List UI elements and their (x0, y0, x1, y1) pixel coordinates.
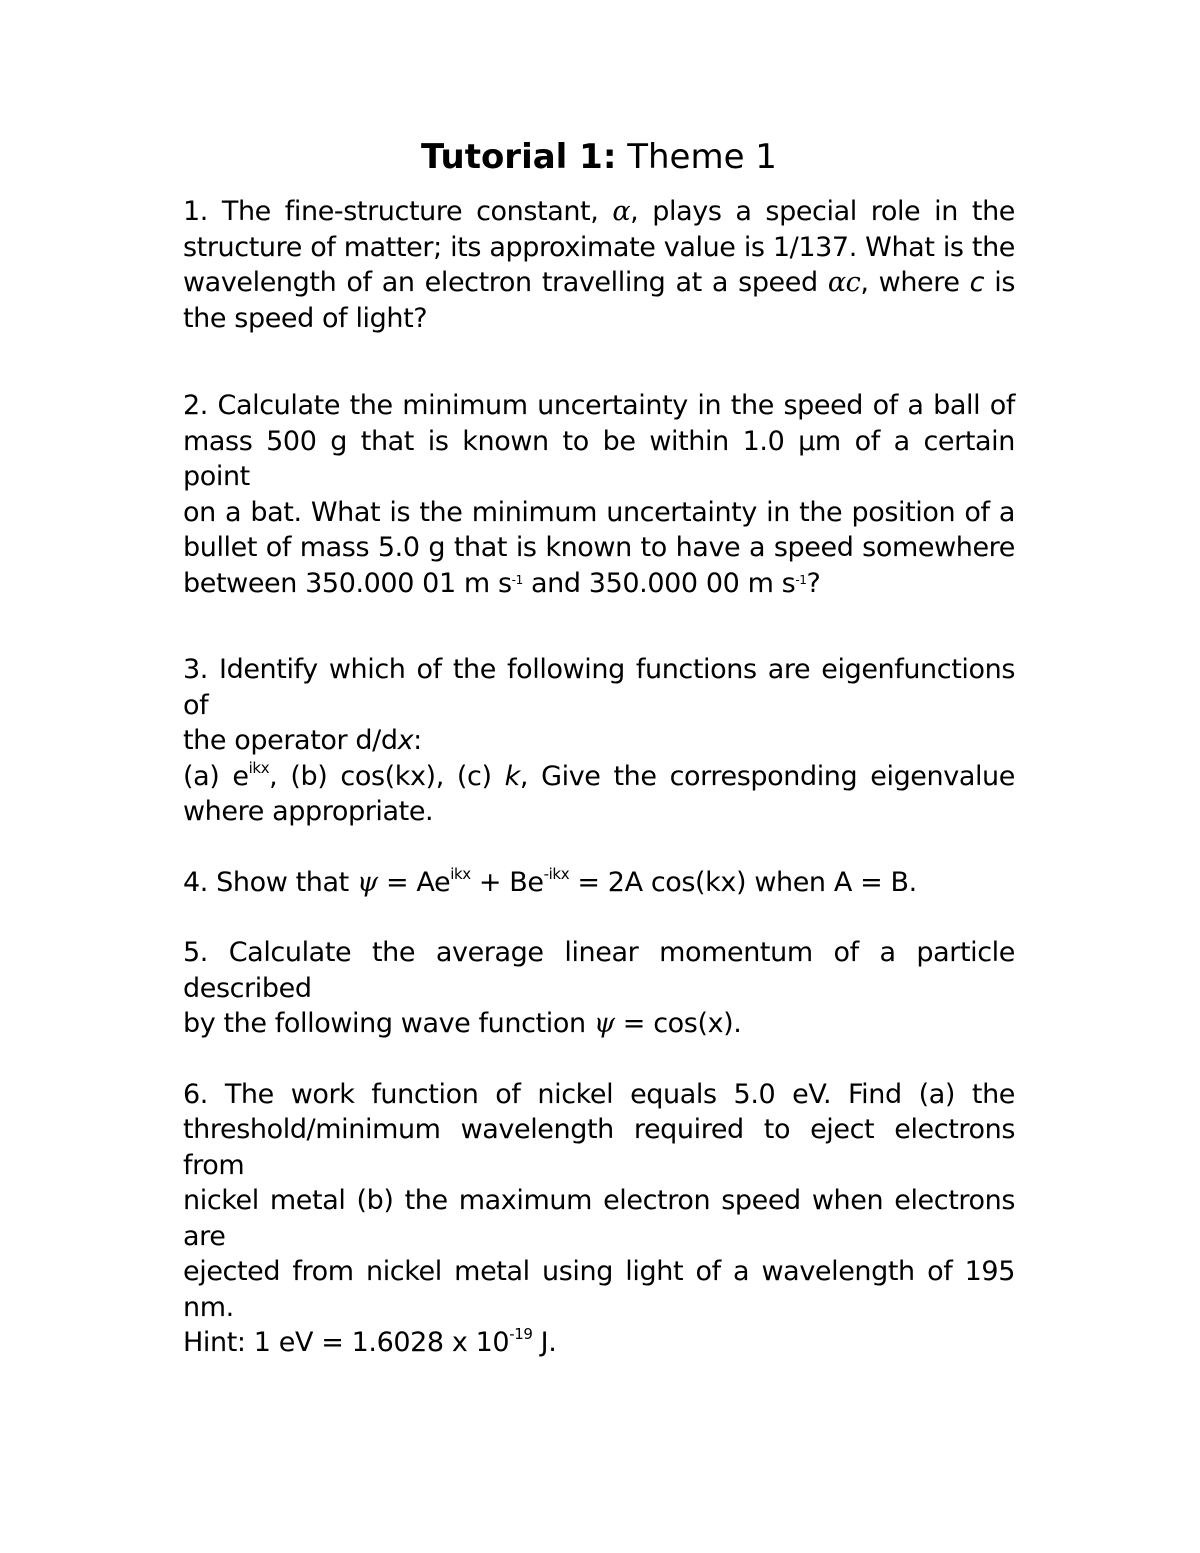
q1-text: , where (860, 267, 970, 298)
alpha-symbol: α (612, 196, 631, 227)
q3-line-2 (183, 723, 1015, 759)
exponent: -1 (795, 572, 807, 587)
exponent: ikx (450, 864, 471, 883)
q2-line-2: mass 500 g that is known to be within 1.0 µm of a certain point (183, 425, 1015, 492)
question-1 (183, 194, 1015, 336)
q1-line-1 (183, 194, 1015, 230)
q5-line-1: 5. Calculate the average linear momentum of a particle described (183, 937, 1015, 1004)
q1-text: is (984, 267, 1015, 298)
q6-text: J. (532, 1327, 557, 1358)
q2-line-4: bullet of mass 5.0 g that is known to have a speed somewhere (183, 532, 1015, 563)
q1-line-4: the speed of light? (183, 302, 428, 334)
q4-text: = Ae (377, 866, 451, 898)
q5-text: by the following wave function (183, 1008, 594, 1039)
question-3 (183, 652, 1015, 830)
question-4 (183, 865, 1015, 901)
q3-line-4: where appropriate. (183, 796, 434, 827)
question-5 (183, 935, 1015, 1042)
question-2 (183, 388, 1015, 601)
x-symbol: x (397, 725, 414, 756)
q4-text: 4. Show that (183, 866, 357, 898)
exponent: -19 (509, 1325, 533, 1343)
alpha-c-symbol: αc (827, 267, 861, 298)
q3-text: the operator d/d (183, 725, 398, 756)
document-page (183, 135, 1015, 1361)
psi-symbol: ψ (357, 866, 378, 898)
q1-line-2: structure of matter; its approximate value is 1/137. What is the (183, 231, 1015, 263)
q6-line-3: nickel metal (b) the maximum electron speed when electrons are (183, 1185, 1015, 1252)
exponent: -ikx (543, 864, 570, 883)
q2-text: ? (806, 567, 821, 599)
q1-text: , plays a special role in the (630, 196, 1015, 227)
q6-line-5 (183, 1325, 1015, 1361)
q5-line-2 (183, 1006, 1015, 1042)
title-bold: Tutorial 1: (421, 137, 617, 177)
c-symbol: c (969, 267, 985, 298)
q3-text: , Give the corresponding eigenvalue (519, 760, 1015, 792)
q6-line-1: 6. The work function of nickel equals 5.0 eV. Find (a) the (183, 1078, 1015, 1110)
q4-text: = 2A cos(kx) when A = B. (569, 866, 917, 898)
k-symbol: k (504, 760, 520, 792)
q2-line-1: 2. Calculate the minimum uncertainty in the speed of a ball of (183, 390, 1015, 421)
q4-line-1 (183, 865, 1015, 901)
q3-text: , (b) cos(kx), (c) (269, 760, 505, 792)
q3-text: (a) e (183, 760, 249, 792)
page-title (183, 135, 1015, 179)
q2-text: between 350.000 01 m s (183, 567, 512, 599)
q5-text: = cos(x). (614, 1008, 742, 1039)
title-rest: Theme 1 (616, 137, 777, 177)
psi-symbol: ψ (593, 1008, 615, 1039)
q2-line-3: on a bat. What is the minimum uncertainty in the position of a (183, 496, 1015, 528)
exponent: -1 (511, 572, 523, 587)
q2-text: and 350.000 00 m s (522, 567, 796, 599)
q6-line-2: threshold/minimum wavelength required to eject electrons from (183, 1114, 1015, 1181)
q6-line-4: ejected from nickel metal using light of a wavelength of 195 nm. (183, 1256, 1015, 1323)
q2-line-5 (183, 566, 1015, 602)
exponent: ikx (248, 758, 270, 777)
q3-text: : (413, 725, 422, 756)
q3-line-3 (183, 759, 1015, 795)
question-6 (183, 1077, 1015, 1361)
q1-text: 1. The fine-structure constant, (183, 196, 613, 227)
q1-text: wavelength of an electron travelling at a speed (183, 267, 828, 298)
q1-line-3 (183, 265, 1015, 301)
q4-text: + Be (470, 866, 544, 898)
q6-text: Hint: 1 eV = 1.6028 x 10 (183, 1327, 510, 1358)
q3-line-1: 3. Identify which of the following functions are eigenfunctions of (183, 654, 1015, 721)
